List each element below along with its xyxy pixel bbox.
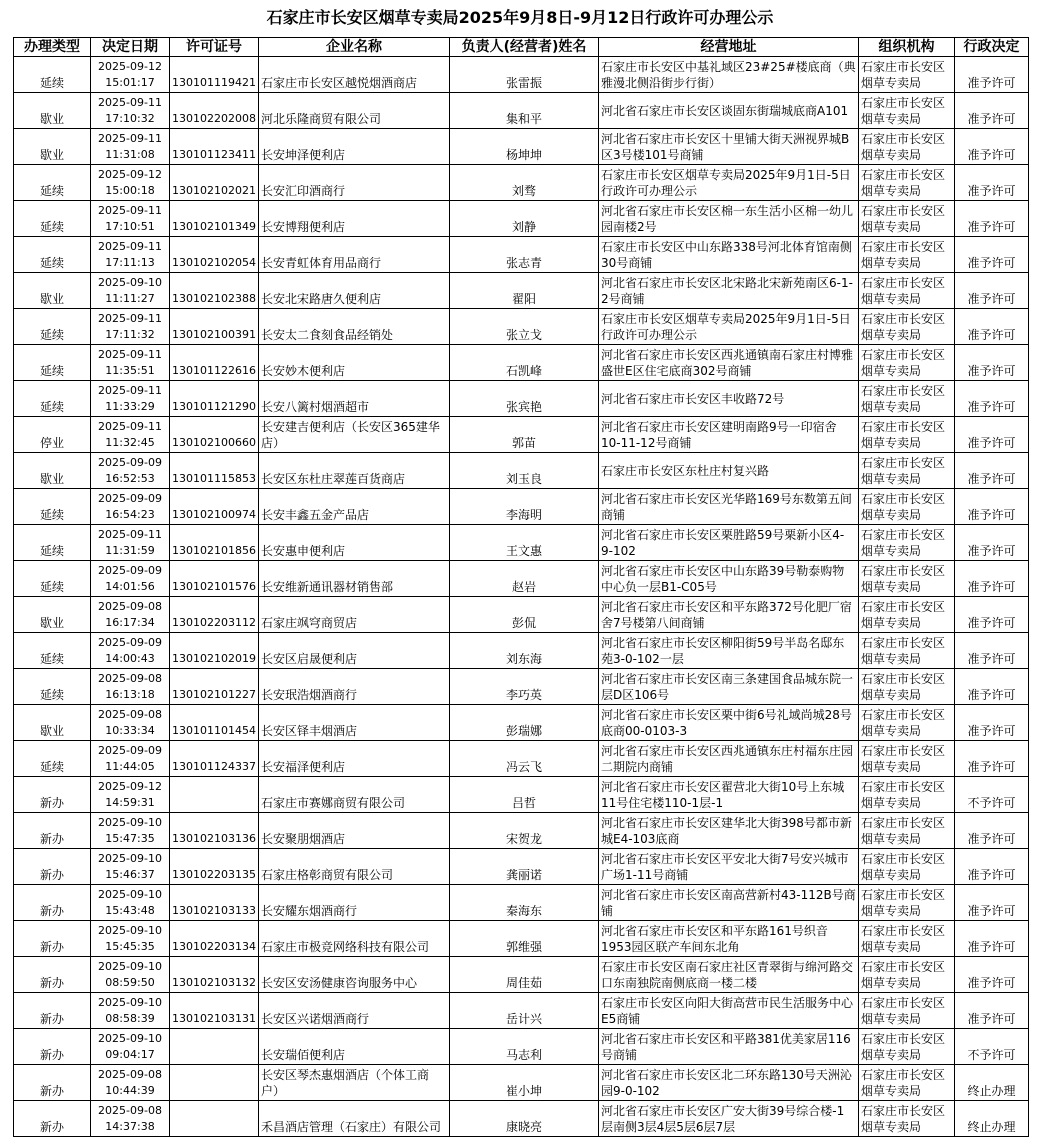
cell-type: 新办 [14, 921, 91, 957]
cell-org: 石家庄市长安区烟草专卖局 [858, 921, 954, 957]
cell-license: 130102203134 [170, 921, 259, 957]
cell-decision: 准予许可 [954, 309, 1028, 345]
table-row [14, 129, 1029, 165]
cell-license: 130102102021 [170, 165, 259, 201]
cell-date: 2025-09-09 14:01:56 [91, 561, 170, 597]
table-row [14, 309, 1029, 345]
cell-address: 河北省石家庄市长安区光华路169号东数第五间商铺 [598, 489, 858, 525]
cell-person: 刘静 [449, 201, 598, 237]
cell-person: 张宾艳 [449, 381, 598, 417]
cell-license: 130102202008 [170, 93, 259, 129]
cell-date: 2025-09-08 16:13:18 [91, 669, 170, 705]
table-row [14, 1065, 1029, 1101]
cell-person: 张雷振 [449, 57, 598, 93]
cell-company-name: 石家庄市长安区越悦烟酒商店 [258, 57, 449, 93]
cell-address: 河北省石家庄市长安区谈固东街瑞城底商A101 [598, 93, 858, 129]
cell-license: 130101115853 [170, 453, 259, 489]
cell-type: 延续 [14, 165, 91, 201]
cell-decision: 准予许可 [954, 489, 1028, 525]
table-row [14, 1101, 1029, 1137]
cell-org: 石家庄市长安区烟草专卖局 [858, 273, 954, 309]
cell-company-name: 长安区铎丰烟酒店 [258, 705, 449, 741]
cell-date: 2025-09-09 11:44:05 [91, 741, 170, 777]
cell-type: 延续 [14, 57, 91, 93]
cell-type: 新办 [14, 849, 91, 885]
cell-type: 歇业 [14, 597, 91, 633]
cell-org: 石家庄市长安区烟草专卖局 [858, 957, 954, 993]
cell-person: 彭瑞娜 [449, 705, 598, 741]
cell-person: 刘东海 [449, 633, 598, 669]
cell-company-name: 长安维新通讯器材销售部 [258, 561, 449, 597]
cell-company-name: 长安汇印酒商行 [258, 165, 449, 201]
table-row [14, 669, 1029, 705]
cell-address: 河北省石家庄市长安区翟营北大街10号上东城11号住宅楼110-1层-1 [598, 777, 858, 813]
cell-company-name: 长安博翔便利店 [258, 201, 449, 237]
cell-date: 2025-09-11 17:11:32 [91, 309, 170, 345]
cell-company-name: 长安八篱村烟酒超市 [258, 381, 449, 417]
table-row [14, 885, 1029, 921]
permit-table-part1 [13, 37, 1029, 633]
cell-address: 河北省石家庄市长安区北二环东路130号天洲沁园9-0-102 [598, 1065, 858, 1101]
cell-address: 石家庄市长安区中山东路338号河北体育馆南侧30号商铺 [598, 237, 858, 273]
table-row [14, 453, 1029, 489]
cell-license: 130102100391 [170, 309, 259, 345]
cell-decision: 准予许可 [954, 345, 1028, 381]
table-row [14, 165, 1029, 201]
cell-license: 130102101576 [170, 561, 259, 597]
cell-date: 2025-09-11 11:33:29 [91, 381, 170, 417]
permit-table-part2 [13, 632, 1029, 1137]
cell-address: 河北省石家庄市长安区丰收路72号 [598, 381, 858, 417]
cell-type: 歇业 [14, 453, 91, 489]
table-row [14, 957, 1029, 993]
cell-person: 马志利 [449, 1029, 598, 1065]
cell-company-name: 长安福泽便利店 [258, 741, 449, 777]
cell-date: 2025-09-11 17:10:51 [91, 201, 170, 237]
cell-decision: 准予许可 [954, 993, 1028, 1029]
cell-address: 河北省石家庄市长安区栗中街6号礼域尚城28号底商00-0103-3 [598, 705, 858, 741]
cell-decision: 准予许可 [954, 237, 1028, 273]
cell-address: 河北省石家庄市长安区西兆通镇南石家庄村博雅盛世E区住宅底商302号商铺 [598, 345, 858, 381]
cell-person: 张立戈 [449, 309, 598, 345]
cell-org: 石家庄市长安区烟草专卖局 [858, 57, 954, 93]
table-body-part1 [14, 57, 1029, 633]
cell-person: 崔小坤 [449, 1065, 598, 1101]
cell-license: 130102103133 [170, 885, 259, 921]
cell-person: 赵岩 [449, 561, 598, 597]
cell-company-name: 长安建吉便利店（长安区365建华店） [258, 417, 449, 453]
table-header-row [14, 38, 1029, 57]
cell-person: 张志青 [449, 237, 598, 273]
cell-org: 石家庄市长安区烟草专卖局 [858, 561, 954, 597]
cell-license: 130101124337 [170, 741, 259, 777]
cell-org: 石家庄市长安区烟草专卖局 [858, 741, 954, 777]
cell-date: 2025-09-10 15:45:35 [91, 921, 170, 957]
cell-date: 2025-09-11 11:35:51 [91, 345, 170, 381]
cell-decision: 终止办理 [954, 1065, 1028, 1101]
cell-person: 石凯峰 [449, 345, 598, 381]
cell-person: 郭维强 [449, 921, 598, 957]
cell-type: 歇业 [14, 93, 91, 129]
cell-person: 郭苗 [449, 417, 598, 453]
cell-company-name: 河北乐隆商贸有限公司 [258, 93, 449, 129]
cell-date: 2025-09-10 15:47:35 [91, 813, 170, 849]
cell-address: 河北省石家庄市长安区和平东路372号化肥厂宿舍7号楼第八间商铺 [598, 597, 858, 633]
cell-address: 河北省石家庄市长安区西兆通镇东庄村福东庄园二期院内商铺 [598, 741, 858, 777]
cell-license: 130102101856 [170, 525, 259, 561]
cell-type: 新办 [14, 777, 91, 813]
table-row [14, 993, 1029, 1029]
table-row [14, 93, 1029, 129]
cell-decision: 准予许可 [954, 273, 1028, 309]
cell-person: 刘玉良 [449, 453, 598, 489]
cell-date: 2025-09-10 15:43:48 [91, 885, 170, 921]
cell-type: 新办 [14, 1065, 91, 1101]
cell-person: 吕哲 [449, 777, 598, 813]
cell-org: 石家庄市长安区烟草专卖局 [858, 1065, 954, 1101]
cell-type: 新办 [14, 993, 91, 1029]
cell-date: 2025-09-11 11:32:45 [91, 417, 170, 453]
cell-address: 石家庄市长安区烟草专卖局2025年9月1日-5日行政许可办理公示 [598, 165, 858, 201]
cell-org: 石家庄市长安区烟草专卖局 [858, 1029, 954, 1065]
cell-company-name: 禾昌酒店管理（石家庄）有限公司 [258, 1101, 449, 1137]
cell-address: 河北省石家庄市长安区和平路381优美家居116号商铺 [598, 1029, 858, 1065]
cell-type: 歇业 [14, 705, 91, 741]
cell-company-name: 石家庄飒穹商贸店 [258, 597, 449, 633]
cell-address: 河北省石家庄市长安区柳阳街59号半岛名邸东苑3-0-102一层 [598, 633, 858, 669]
cell-type: 歇业 [14, 273, 91, 309]
table-row [14, 525, 1029, 561]
cell-person: 宋贺龙 [449, 813, 598, 849]
cell-license: 130102102388 [170, 273, 259, 309]
cell-date: 2025-09-11 11:31:08 [91, 129, 170, 165]
cell-decision: 准予许可 [954, 453, 1028, 489]
table-row [14, 1029, 1029, 1065]
cell-decision: 准予许可 [954, 669, 1028, 705]
cell-company-name: 石家庄市极竞网络科技有限公司 [258, 921, 449, 957]
cell-address: 石家庄市长安区中基礼域区23#25#楼底商（典雅漫北侧沿街步行街） [598, 57, 858, 93]
cell-company-name: 石家庄格彰商贸有限公司 [258, 849, 449, 885]
cell-date: 2025-09-12 14:59:31 [91, 777, 170, 813]
cell-address: 石家庄市长安区烟草专卖局2025年9月1日-5日行政许可办理公示 [598, 309, 858, 345]
table-row [14, 201, 1029, 237]
cell-address: 石家庄市长安区向阳大街高营市民生活服务中心E5商铺 [598, 993, 858, 1029]
cell-license: 130102203112 [170, 597, 259, 633]
cell-type: 新办 [14, 885, 91, 921]
cell-date: 2025-09-10 08:59:50 [91, 957, 170, 993]
cell-date: 2025-09-11 17:10:32 [91, 93, 170, 129]
cell-decision: 准予许可 [954, 813, 1028, 849]
cell-company-name: 长安区琴杰惠烟酒店（个体工商户） [258, 1065, 449, 1101]
cell-license: 130102103136 [170, 813, 259, 849]
cell-org: 石家庄市长安区烟草专卖局 [858, 489, 954, 525]
table-body-part2 [14, 633, 1029, 1137]
table-row [14, 777, 1029, 813]
cell-license: 130102101227 [170, 669, 259, 705]
cell-company-name: 长安惠申便利店 [258, 525, 449, 561]
cell-type: 新办 [14, 1101, 91, 1137]
header-license: 许可证号 [170, 38, 259, 57]
cell-company-name: 长安妙木便利店 [258, 345, 449, 381]
cell-decision: 准予许可 [954, 201, 1028, 237]
cell-company-name: 长安区安汤健康咨询服务中心 [258, 957, 449, 993]
cell-type: 延续 [14, 633, 91, 669]
cell-person: 刘骛 [449, 165, 598, 201]
cell-type: 新办 [14, 813, 91, 849]
cell-person: 集和平 [449, 93, 598, 129]
cell-decision: 准予许可 [954, 129, 1028, 165]
cell-decision: 准予许可 [954, 705, 1028, 741]
cell-person: 王文惠 [449, 525, 598, 561]
cell-person: 李巧英 [449, 669, 598, 705]
cell-date: 2025-09-10 08:58:39 [91, 993, 170, 1029]
cell-decision: 准予许可 [954, 741, 1028, 777]
cell-type: 延续 [14, 741, 91, 777]
cell-org: 石家庄市长安区烟草专卖局 [858, 777, 954, 813]
table-row [14, 489, 1029, 525]
cell-org: 石家庄市长安区烟草专卖局 [858, 525, 954, 561]
cell-company-name: 长安瑞佰便利店 [258, 1029, 449, 1065]
cell-license: 130101122616 [170, 345, 259, 381]
cell-license: 130101121290 [170, 381, 259, 417]
cell-person: 龚丽诺 [449, 849, 598, 885]
cell-org: 石家庄市长安区烟草专卖局 [858, 885, 954, 921]
table-row [14, 849, 1029, 885]
cell-decision: 不予许可 [954, 1029, 1028, 1065]
table-row [14, 741, 1029, 777]
cell-type: 延续 [14, 489, 91, 525]
cell-date: 2025-09-08 10:44:39 [91, 1065, 170, 1101]
cell-type: 延续 [14, 237, 91, 273]
cell-org: 石家庄市长安区烟草专卖局 [858, 93, 954, 129]
cell-address: 河北省石家庄市长安区北宋路北宋新苑南区6-1-2号商铺 [598, 273, 858, 309]
cell-address: 石家庄市长安区东杜庄村复兴路 [598, 453, 858, 489]
table-row [14, 705, 1029, 741]
cell-license [170, 1065, 259, 1101]
table-row [14, 237, 1029, 273]
cell-decision: 准予许可 [954, 165, 1028, 201]
cell-person: 杨坤坤 [449, 129, 598, 165]
cell-person: 翟阳 [449, 273, 598, 309]
cell-date: 2025-09-09 16:54:23 [91, 489, 170, 525]
cell-org: 石家庄市长安区烟草专卖局 [858, 849, 954, 885]
cell-address: 河北省石家庄市长安区和平东路161号织音1953园区联产车间东北角 [598, 921, 858, 957]
cell-org: 石家庄市长安区烟草专卖局 [858, 309, 954, 345]
header-company: 企业名称 [258, 38, 449, 57]
cell-license: 130102100974 [170, 489, 259, 525]
cell-person: 周佳茹 [449, 957, 598, 993]
cell-license: 130102101349 [170, 201, 259, 237]
cell-decision: 准予许可 [954, 633, 1028, 669]
header-org: 组织机构 [858, 38, 954, 57]
cell-date: 2025-09-08 10:33:34 [91, 705, 170, 741]
cell-address: 河北省石家庄市长安区南三条建国食品城东院一层D区106号 [598, 669, 858, 705]
cell-address: 河北省石家庄市长安区栗胜路59号栗新小区4-9-102 [598, 525, 858, 561]
cell-company-name: 长安区启晟便利店 [258, 633, 449, 669]
cell-date: 2025-09-09 14:00:43 [91, 633, 170, 669]
cell-date: 2025-09-12 15:01:17 [91, 57, 170, 93]
cell-person: 岳计兴 [449, 993, 598, 1029]
cell-person: 彭侃 [449, 597, 598, 633]
cell-type: 歇业 [14, 129, 91, 165]
table-row [14, 381, 1029, 417]
cell-type: 延续 [14, 381, 91, 417]
cell-date: 2025-09-12 15:00:18 [91, 165, 170, 201]
cell-address: 河北省石家庄市长安区中山东路39号勒泰购物中心负一层B1-C05号 [598, 561, 858, 597]
table-row [14, 273, 1029, 309]
cell-date: 2025-09-09 16:52:53 [91, 453, 170, 489]
cell-org: 石家庄市长安区烟草专卖局 [858, 1101, 954, 1137]
header-person: 负责人(经营者)姓名 [449, 38, 598, 57]
cell-decision: 不予许可 [954, 777, 1028, 813]
cell-company-name: 长安丰鑫五金产品店 [258, 489, 449, 525]
cell-decision: 准予许可 [954, 885, 1028, 921]
cell-license: 130101101454 [170, 705, 259, 741]
cell-company-name: 石家庄市赛娜商贸有限公司 [258, 777, 449, 813]
cell-org: 石家庄市长安区烟草专卖局 [858, 417, 954, 453]
table-row [14, 417, 1029, 453]
cell-person: 李海明 [449, 489, 598, 525]
cell-address: 河北省石家庄市长安区广安大街39号综合楼-1层南侧3层4层5层6层7层 [598, 1101, 858, 1137]
cell-address: 河北省石家庄市长安区平安北大街7号安兴城市广场1-11号商铺 [598, 849, 858, 885]
cell-date: 2025-09-08 14:37:38 [91, 1101, 170, 1137]
cell-decision: 准予许可 [954, 957, 1028, 993]
cell-license: 130102103132 [170, 957, 259, 993]
cell-type: 新办 [14, 1029, 91, 1065]
table-row [14, 345, 1029, 381]
cell-date: 2025-09-10 15:46:37 [91, 849, 170, 885]
cell-decision: 准予许可 [954, 417, 1028, 453]
cell-org: 石家庄市长安区烟草专卖局 [858, 129, 954, 165]
cell-address: 河北省石家庄市长安区十里铺大街天洲视界城B区3号楼101号商铺 [598, 129, 858, 165]
cell-org: 石家庄市长安区烟草专卖局 [858, 345, 954, 381]
cell-license: 130102100660 [170, 417, 259, 453]
cell-org: 石家庄市长安区烟草专卖局 [858, 813, 954, 849]
cell-company-name: 长安区东杜庄翠莲百货商店 [258, 453, 449, 489]
cell-address: 河北省石家庄市长安区建华北大街398号都市新城E4-103底商 [598, 813, 858, 849]
cell-org: 石家庄市长安区烟草专卖局 [858, 705, 954, 741]
cell-license [170, 1101, 259, 1137]
cell-type: 新办 [14, 957, 91, 993]
cell-type: 延续 [14, 201, 91, 237]
cell-date: 2025-09-11 11:31:59 [91, 525, 170, 561]
cell-date: 2025-09-08 16:17:34 [91, 597, 170, 633]
cell-org: 石家庄市长安区烟草专卖局 [858, 993, 954, 1029]
table-row [14, 813, 1029, 849]
cell-org: 石家庄市长安区烟草专卖局 [858, 633, 954, 669]
table-row [14, 597, 1029, 633]
cell-type: 延续 [14, 309, 91, 345]
cell-company-name: 长安青虹体育用品商行 [258, 237, 449, 273]
cell-person: 秦海东 [449, 885, 598, 921]
cell-decision: 准予许可 [954, 57, 1028, 93]
cell-decision: 准予许可 [954, 381, 1028, 417]
cell-date: 2025-09-10 11:11:27 [91, 273, 170, 309]
cell-company-name: 长安太二食刻食品经销处 [258, 309, 449, 345]
cell-license [170, 1029, 259, 1065]
page-title: 石家庄市长安区烟草专卖局2025年9月8日-9月12日行政许可办理公示 [266, 8, 774, 27]
cell-company-name: 长安耀东烟酒商行 [258, 885, 449, 921]
cell-company-name: 长安珉浩烟酒商行 [258, 669, 449, 705]
cell-company-name: 长安聚朋烟酒店 [258, 813, 449, 849]
cell-decision: 准予许可 [954, 597, 1028, 633]
cell-org: 石家庄市长安区烟草专卖局 [858, 237, 954, 273]
cell-person: 冯云飞 [449, 741, 598, 777]
cell-type: 停业 [14, 417, 91, 453]
cell-type: 延续 [14, 345, 91, 381]
cell-org: 石家庄市长安区烟草专卖局 [858, 201, 954, 237]
cell-license: 130102103131 [170, 993, 259, 1029]
cell-date: 2025-09-11 17:11:13 [91, 237, 170, 273]
cell-person: 康晓亮 [449, 1101, 598, 1137]
header-decision: 行政决定 [954, 38, 1028, 57]
cell-address: 河北省石家庄市长安区南高营新村43-112B号商铺 [598, 885, 858, 921]
cell-decision: 终止办理 [954, 1101, 1028, 1137]
table-row [14, 921, 1029, 957]
table-row [14, 633, 1029, 669]
cell-company-name: 长安坤泽便利店 [258, 129, 449, 165]
cell-decision: 准予许可 [954, 561, 1028, 597]
cell-org: 石家庄市长安区烟草专卖局 [858, 165, 954, 201]
cell-license: 130102102054 [170, 237, 259, 273]
table-row [14, 57, 1029, 93]
cell-address: 石家庄市长安区南石家庄社区青翠街与绵河路交口东南独院南侧底商一楼二楼 [598, 957, 858, 993]
cell-license: 130102203135 [170, 849, 259, 885]
cell-decision: 准予许可 [954, 525, 1028, 561]
cell-org: 石家庄市长安区烟草专卖局 [858, 597, 954, 633]
header-type: 办理类型 [14, 38, 91, 57]
cell-license [170, 777, 259, 813]
cell-decision: 准予许可 [954, 849, 1028, 885]
cell-decision: 准予许可 [954, 921, 1028, 957]
table-row [14, 561, 1029, 597]
header-address: 经营地址 [598, 38, 858, 57]
cell-org: 石家庄市长安区烟草专卖局 [858, 453, 954, 489]
cell-license: 130101119421 [170, 57, 259, 93]
cell-company-name: 长安区兴诺烟酒商行 [258, 993, 449, 1029]
header-date: 决定日期 [91, 38, 170, 57]
cell-date: 2025-09-10 09:04:17 [91, 1029, 170, 1065]
cell-type: 延续 [14, 525, 91, 561]
cell-decision: 准予许可 [954, 93, 1028, 129]
cell-type: 延续 [14, 561, 91, 597]
cell-org: 石家庄市长安区烟草专卖局 [858, 669, 954, 705]
cell-type: 延续 [14, 669, 91, 705]
cell-address: 河北省石家庄市长安区建明南路9号一印宿舍10-11-12号商铺 [598, 417, 858, 453]
cell-company-name: 长安北宋路唐久便利店 [258, 273, 449, 309]
cell-org: 石家庄市长安区烟草专卖局 [858, 381, 954, 417]
cell-license: 130101123411 [170, 129, 259, 165]
cell-license: 130102102019 [170, 633, 259, 669]
cell-address: 河北省石家庄市长安区棉一东生活小区棉一幼儿园南楼2号 [598, 201, 858, 237]
